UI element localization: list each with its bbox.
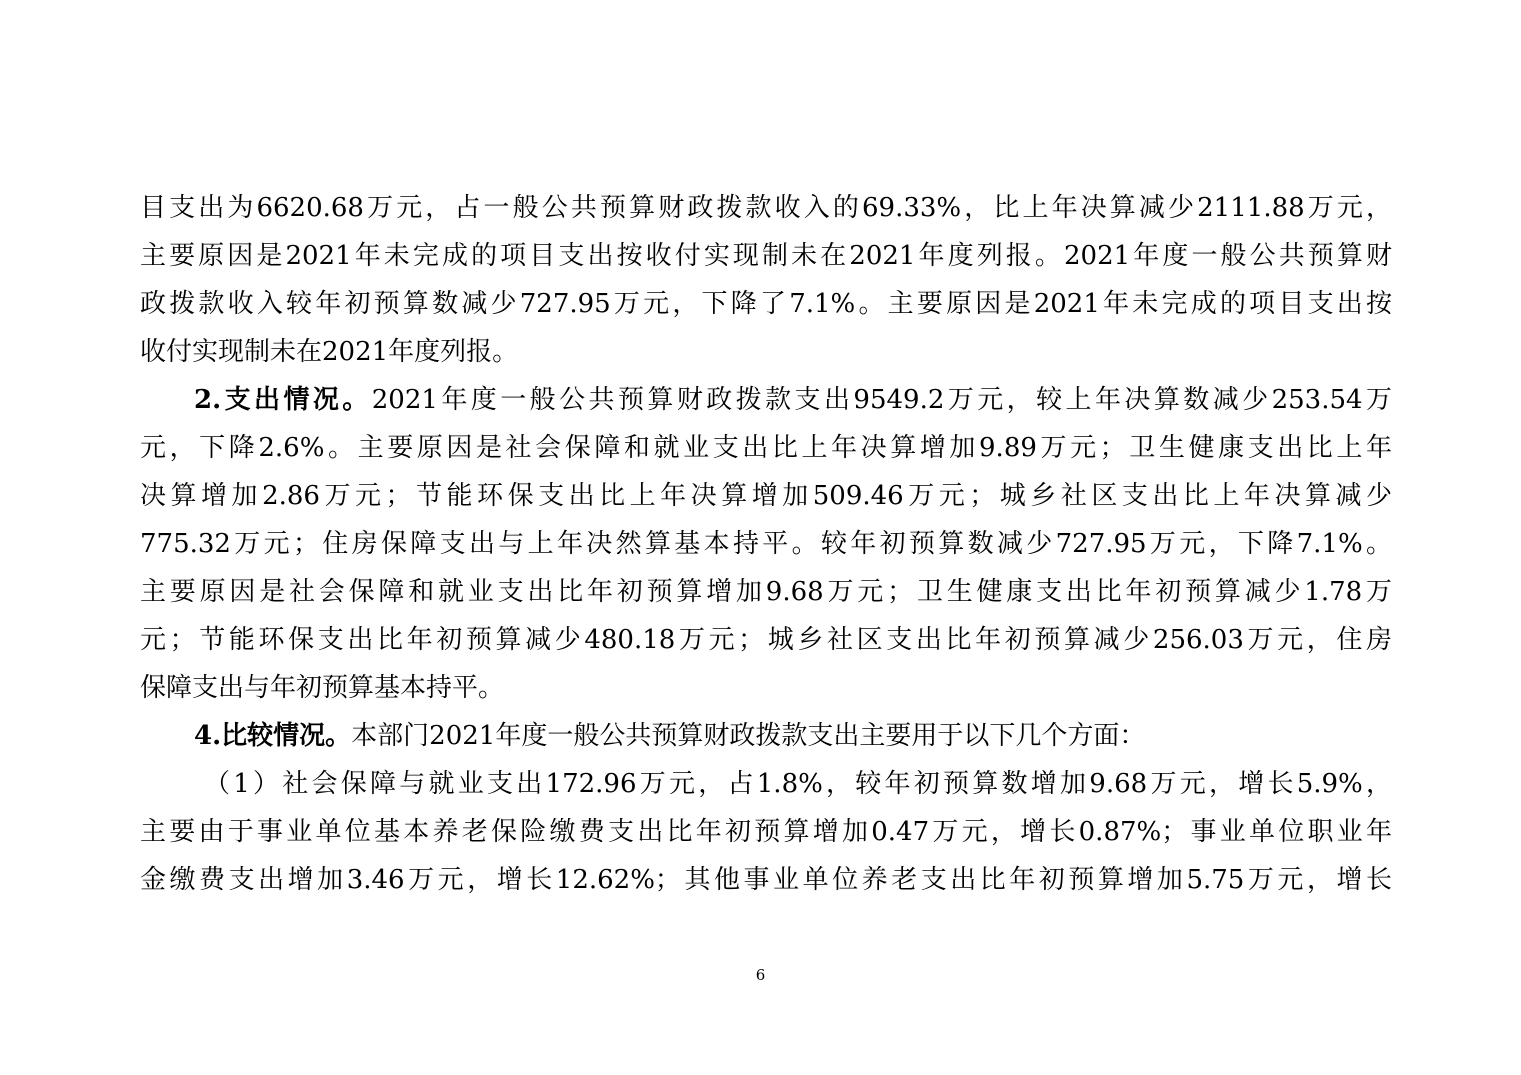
text-line: 775.32万元；住房保障支出与上年决然算基本持平。较年初预算数减少727.95万元，下降7.1%。: [140, 529, 1392, 559]
text-line: 主要由于事业单位基本养老保险缴费支出比年初预算增加0.47万元，增长0.87%；事业单位职业年: [140, 817, 1392, 847]
text-line: 目支出为6620.68万元，占一般公共预算财政拨款收入的69.33%，比上年决算减少2111.88万元，: [140, 193, 1392, 223]
text-line: 金缴费支出增加3.46万元，增长12.62%；其他事业单位养老支出比年初预算增加5.75万元，增长: [140, 865, 1392, 895]
text-line: 政拨款收入较年初预算数减少727.95万元，下降了7.1%。主要原因是2021年未完成的项目支出按: [140, 289, 1392, 319]
text-line: 元，下降2.6%。主要原因是社会保障和就业支出比上年决算增加9.89万元；卫生健康支出比上年: [140, 433, 1392, 463]
text-line: （1）社会保障与就业支出172.96万元，占1.8%，较年初预算数增加9.68万元，增长5.9%，: [204, 769, 1392, 799]
page-number: 6: [755, 966, 766, 984]
paragraph-expenditure: [140, 376, 1392, 712]
text-line: 保障支出与年初预算基本持平。: [140, 673, 505, 703]
text-line: [140, 376, 1392, 424]
paragraph-comparison: [140, 712, 1392, 760]
text-line: 主要原因是2021年未完成的项目支出按收付实现制未在2021年度列报。2021年度一般公共预算财: [140, 241, 1392, 271]
paragraph-social-security: [140, 760, 1392, 904]
text-line: 元；节能环保支出比年初预算减少480.18万元；城乡社区支出比年初预算减少256.03万元，住房: [140, 625, 1392, 655]
paragraph-income-summary: [140, 184, 1392, 376]
text-line: 收付实现制未在2021年度列报。: [140, 337, 519, 367]
section-heading-expenditure: 2.支出情况。: [194, 385, 372, 415]
text-run: 本部门2021年度一般公共预算财政拨款支出主要用于以下几个方面：: [351, 721, 1146, 751]
section-heading-comparison: 4.比较情况。: [194, 721, 352, 751]
text-line: [140, 712, 1392, 760]
text-line: 主要原因是社会保障和就业支出比年初预算增加9.68万元；卫生健康支出比年初预算减少1.78万: [140, 577, 1392, 607]
text-line: 决算增加2.86万元；节能环保支出比上年决算增加509.46万元；城乡社区支出比上年决算减少: [140, 481, 1392, 511]
document-body: [140, 184, 1392, 904]
text-run: 2021年度一般公共预算财政拨款支出9549.2万元，较上年决算数减少253.54万: [371, 385, 1392, 415]
